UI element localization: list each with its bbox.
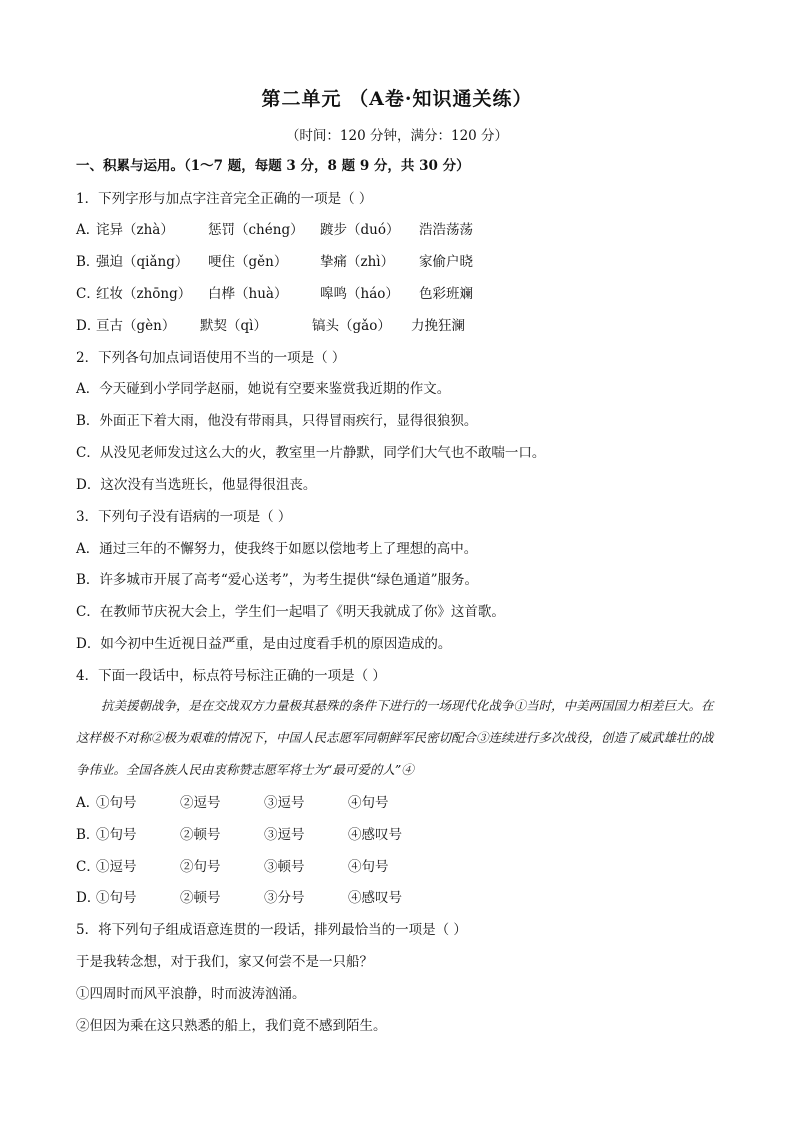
option-item: ①句号 [96,795,137,811]
option-label: B． [76,827,100,843]
option-item: 嗥鸣（háo） [320,286,399,302]
question-4-stem: 4．下面一段话中，标点符号标注正确的一项是（ ） [76,668,386,684]
option-item: 踱步（duó） [320,222,400,238]
option-item: ③顿号 [264,859,305,875]
question-5-stem: 5．将下列句子组成语意连贯的一段话，排列最恰当的一项是（ ） [76,922,467,938]
option-item: 默契（qì） [200,318,267,334]
option-item: ③逗号 [264,795,305,811]
option-label: A． [76,795,100,811]
passage-line: 于是我转念想，对于我们，家又何尝不是一只船？ [76,954,373,970]
option-item: ②句号 [180,859,221,875]
option-line: D．如今初中生近视日益严重，是由过度看手机的原因造成的。 [76,636,452,652]
option-item: 挚痛（zhì） [320,254,395,270]
option-item: 色彩班斓 [419,286,473,302]
option-label: C． [76,286,100,302]
option-item: 惩罚（chéng） [208,222,304,238]
option-item: 强迫（qiǎng） [96,254,189,270]
option-item: 白桦（huà） [208,286,288,302]
option-item: ④句号 [348,795,389,811]
option-line: A．通过三年的不懈努力，使我终于如愿以偿地考上了理想的高中。 [76,541,478,557]
option-item: ②逗号 [180,795,221,811]
option-label: D． [76,890,101,906]
option-item: 家偷户晓 [419,254,473,270]
option-label: A． [76,222,100,238]
option-item: 哽住（gěn） [208,254,288,270]
section-heading: 一、积累与运用。（1～7 题，每题 3 分，8 题 9 分，共 30 分） [76,158,470,174]
option-item: 镐头（gǎo） [312,318,391,334]
option-item: 红妆（zhōng） [96,286,192,302]
option-line: B．许多城市开展了高考“爱心送考”，为考生提供“绿色通道”服务。 [76,572,479,588]
option-item: 浩浩荡荡 [419,222,473,238]
option-item: ①逗号 [96,859,137,875]
option-label: B． [76,254,100,270]
option-item: 诧异（zhà） [96,222,174,238]
passage-line: ①四周时而风平浪静，时而波涛汹涌。 [76,986,306,1002]
option-line: C．从没见老师发过这么大的火，教室里一片静默，同学们大气也不敢喘一口。 [76,445,546,461]
option-item: 亘古（gèn） [96,318,176,334]
option-label: D． [76,318,101,334]
question-2-stem: 2．下列各句加点词语使用不当的一项是（ ） [76,350,346,366]
question-3-stem: 3．下列句子没有语病的一项是（ ） [76,509,292,525]
option-label: C． [76,859,100,875]
option-item: ①句号 [96,827,137,843]
option-line: D．这次没有当选班长，他显得很沮丧。 [76,477,317,493]
exam-time-info: （时间：120 分钟，满分：120 分） [285,128,509,144]
option-item: ④句号 [348,859,389,875]
question-1-stem: 1．下列字形与加点字注音完全正确的一项是（ ） [76,191,373,207]
option-line: B．外面正下着大雨，他没有带雨具，只得冒雨疾行，显得很狼狈。 [76,413,478,429]
option-line: C．在教师节庆祝大会上，学生们一起唱了《明天我就成了你》这首歌。 [76,604,505,620]
option-item: ②顿号 [180,890,221,906]
option-item: ③分号 [264,890,305,906]
option-item: ④感叹号 [348,827,402,843]
option-item: 力挽狂澜 [411,318,465,334]
option-line: A．今天碰到小学同学赵丽，她说有空要来鉴赏我近期的作文。 [76,381,451,397]
option-item: ④感叹号 [348,890,402,906]
option-item: ①句号 [96,890,137,906]
option-item: ②顿号 [180,827,221,843]
reading-passage: 抗美援朝战争，是在交战双方力量极其悬殊的条件下进行的一场现代化战争①当时，中美两国国力相差巨大。在这样极不对称②极为艰难的情况下，中国人民志愿军同朝鲜军民密切配合③连续进行多次战役，创造了威武雄壮的战争伟业。全国各族人民由衷称赞志愿军将士为“最可爱的人”④ [76,698,714,777]
page-title: 第二单元 （A卷·知识通关练） [261,88,533,110]
option-item: ③逗号 [264,827,305,843]
passage-line: ②但因为乘在这只熟悉的船上，我们竟不感到陌生。 [76,1018,387,1034]
